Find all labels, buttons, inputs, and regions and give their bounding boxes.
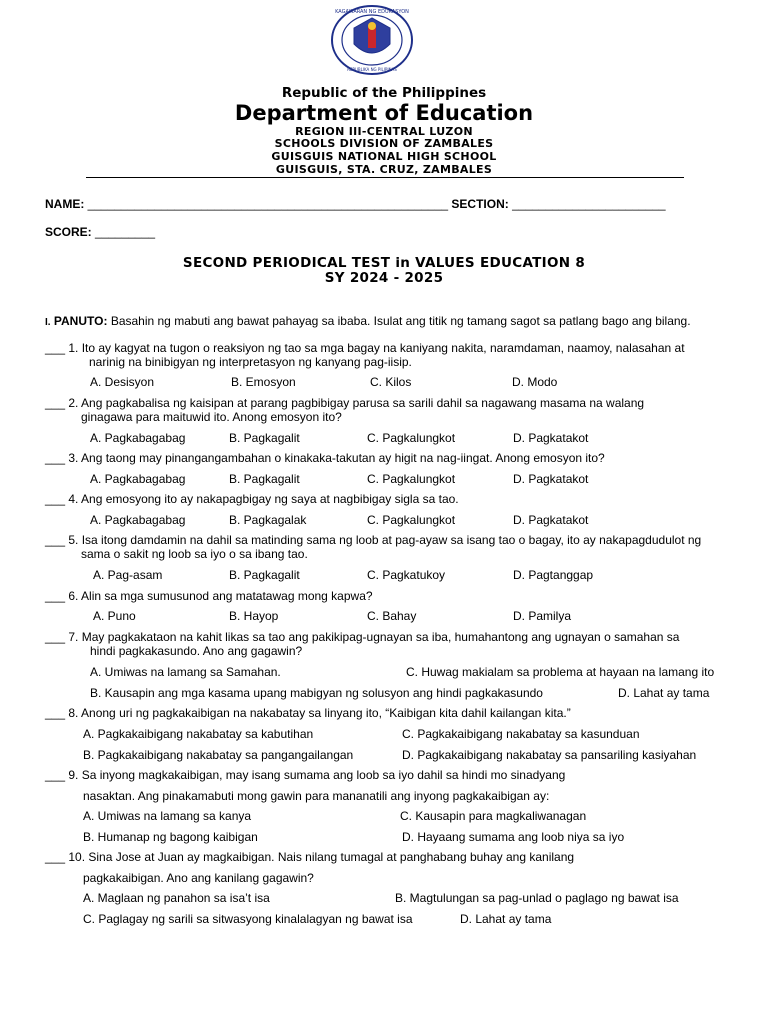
q5-choice-d: D. Pagtanggap	[513, 568, 594, 582]
section-label: SECTION:	[451, 197, 509, 211]
q3-choice-d: D. Pagkatakot	[513, 472, 589, 486]
svg-text:REPUBLIKA NG PILIPINAS: REPUBLIKA NG PILIPINAS	[347, 67, 397, 72]
q4-choice-b: B. Pagkagalak	[229, 513, 307, 527]
q9-choice-d: D. Hayaang sumama ang loob niya sa iyo	[402, 830, 625, 844]
q6-choice-b: B. Hayop	[229, 609, 279, 623]
q1-choice-b: B. Emosyon	[231, 375, 296, 389]
q4-choice-d: D. Pagkatakot	[513, 513, 589, 527]
republic-line: Republic of the Philippines	[281, 85, 487, 101]
q3-choice-b: B. Pagkagalit	[229, 472, 300, 486]
q1-choice-c: C. Kilos	[370, 375, 412, 389]
score-blank[interactable]: _________	[95, 225, 156, 239]
q9-choice-a: A. Umiwas na lamang sa kanya	[83, 809, 252, 823]
svg-text:KAGAWARAN NG EDUKASYON: KAGAWARAN NG EDUKASYON	[335, 9, 409, 15]
division-line: SCHOOLS DIVISION OF ZAMBALES	[274, 137, 494, 150]
region-line: REGION III-CENTRAL LUZON	[295, 125, 473, 138]
q7-choice-c: C. Huwag makialam sa problema at hayaan na lamang ito	[406, 665, 715, 679]
q7-choice-b: B. Kausapin ang mga kasama upang mabigyan ng solusyon ang hindi pagkakasundo	[90, 686, 543, 700]
instructions-text: Basahin ng mabuti ang bawat pahayag sa ibaba. Isulat ang titik ng tamang sagot sa patlang bago ang bilang.	[110, 314, 691, 328]
name-label: NAME:	[45, 197, 85, 211]
q5-choice-c: C. Pagkatukoy	[367, 568, 446, 582]
q2-choice-b: B. Pagkagalit	[229, 431, 300, 445]
question-3: ___ 3. Ang taong may pinangangambahan o kinakaka-takutan ay higit na nag-iingat. Anong emosyon ito?	[45, 451, 605, 465]
q10-choice-c: C. Paglagay ng sarili sa sitwasyong kinalalagyan ng bawat isa	[83, 912, 413, 926]
school-year: SY 2024 - 2025	[324, 270, 444, 286]
instructions	[45, 314, 691, 328]
question-6: ___ 6. Alin sa mga sumusunod ang matatawag mong kapwa?	[45, 589, 373, 603]
q2-choice-c: C. Pagkalungkot	[367, 431, 456, 445]
q8-choice-b: B. Pagkakaibigang nakabatay sa pangangailangan	[83, 748, 354, 762]
name-blank[interactable]: ______________________________________________________	[87, 197, 449, 211]
q8-choice-a: A. Pagkakaibigang nakabatay sa kabutihan	[83, 727, 314, 741]
q7-choice-d: D. Lahat ay tama	[618, 686, 710, 700]
q5-choice-b: B. Pagkagalit	[229, 568, 300, 582]
question-4: ___ 4. Ang emosyong ito ay nakapagbigay ng saya at nagbibigay sigla sa tao.	[45, 492, 459, 506]
question-1-cont: narinig na binibigyan ng interpretasyon ng kanyang pag-iisip.	[89, 355, 412, 369]
deped-seal-logo	[330, 4, 414, 76]
q5-choice-a: A. Pag-asam	[93, 568, 163, 582]
school-line: GUISGUIS NATIONAL HIGH SCHOOL	[271, 150, 497, 163]
question-5-cont: sama o sakit ng loob sa iyo o sa ibang tao.	[81, 547, 308, 561]
q4-choice-c: C. Pagkalungkot	[367, 513, 456, 527]
question-10: ___ 10. Sina Jose at Juan ay magkaibigan. Nais nilang tumagal at panghabang buhay ang kanilang	[45, 850, 575, 864]
department-title: Department of Education	[234, 101, 534, 125]
q1-choice-a: A. Desisyon	[90, 375, 155, 389]
question-7-cont: hindi pagkakasundo. Ano ang gagawin?	[90, 644, 303, 658]
q8-choice-c: C. Pagkakaibigang nakabatay sa kasunduan	[402, 727, 640, 741]
question-10-cont: pagkakaibigan. Ano ang kanilang gagawin?	[83, 871, 314, 885]
q3-choice-a: A. Pagkabagabag	[90, 472, 186, 486]
name-row	[45, 197, 666, 211]
section-blank[interactable]: _______________________	[512, 197, 666, 211]
q9-choice-b: B. Humanap ng bagong kaibigan	[83, 830, 258, 844]
q6-choice-d: D. Pamilya	[513, 609, 572, 623]
question-5: ___ 5. Isa itong damdamin na dahil sa matinding sama ng loob at pag-ayaw sa isang tao o bagay, ito ay nakapagdudulot ng	[45, 533, 702, 547]
q1-choice-d: D. Modo	[512, 375, 558, 389]
q8-choice-d: D. Pagkakaibigang nakabatay sa pansariling kasiyahan	[402, 748, 697, 762]
header-rule	[86, 177, 684, 178]
instructions-prefix: I.	[45, 317, 51, 328]
q2-choice-a: A. Pagkabagabag	[90, 431, 186, 445]
score-label: SCORE:	[45, 225, 92, 239]
q4-choice-a: A. Pagkabagabag	[90, 513, 186, 527]
q6-choice-a: A. Puno	[93, 609, 136, 623]
q10-choice-b: B. Magtulungan sa pag-unlad o paglago ng bawat isa	[395, 891, 679, 905]
question-2-cont: ginagawa para maituwid ito. Anong emosyon ito?	[81, 410, 342, 424]
q9-choice-c: C. Kausapin para magkaliwanagan	[400, 809, 587, 823]
question-1: ___ 1. Ito ay kagyat na tugon o reaksiyon ng tao sa mga bagay na kaniyang nakita, naramdaman, naamoy, nalasahan at	[45, 341, 685, 355]
q10-choice-d: D. Lahat ay tama	[460, 912, 552, 926]
q3-choice-c: C. Pagkalungkot	[367, 472, 456, 486]
question-8: ___ 8. Anong uri ng pagkakaibigan na nakabatay sa linyang ito, “Kaibigan kita dahil kailangan kita.”	[45, 706, 571, 720]
score-row	[45, 225, 155, 239]
question-2: ___ 2. Ang pagkabalisa ng kaisipan at parang pagbibigay parusa sa sarili dahil sa nagawang masama na walang	[45, 396, 645, 410]
address-line: GUISGUIS, STA. CRUZ, ZAMBALES	[275, 163, 493, 176]
test-title: SECOND PERIODICAL TEST in VALUES EDUCATION 8	[182, 255, 586, 271]
q10-choice-a: A. Maglaan ng panahon sa isa’t isa	[83, 891, 270, 905]
q2-choice-d: D. Pagkatakot	[513, 431, 589, 445]
question-9-cont: nasaktan. Ang pinakamabuti mong gawin para mananatili ang inyong pagkakaibigan ay:	[83, 789, 550, 803]
q6-choice-c: C. Bahay	[367, 609, 417, 623]
question-9: ___ 9. Sa inyong magkakaibigan, may isang sumama ang loob sa iyo dahil sa hindi mo sinadyang	[45, 768, 566, 782]
instructions-label: PANUTO:	[53, 314, 108, 328]
q7-choice-a: A. Umiwas na lamang sa Samahan.	[90, 665, 281, 679]
question-7: ___ 7. May pagkakataon na kahit likas sa tao ang pakikipag-ugnayan sa iba, humahantong ang ugnayan o samahan sa	[45, 630, 680, 644]
